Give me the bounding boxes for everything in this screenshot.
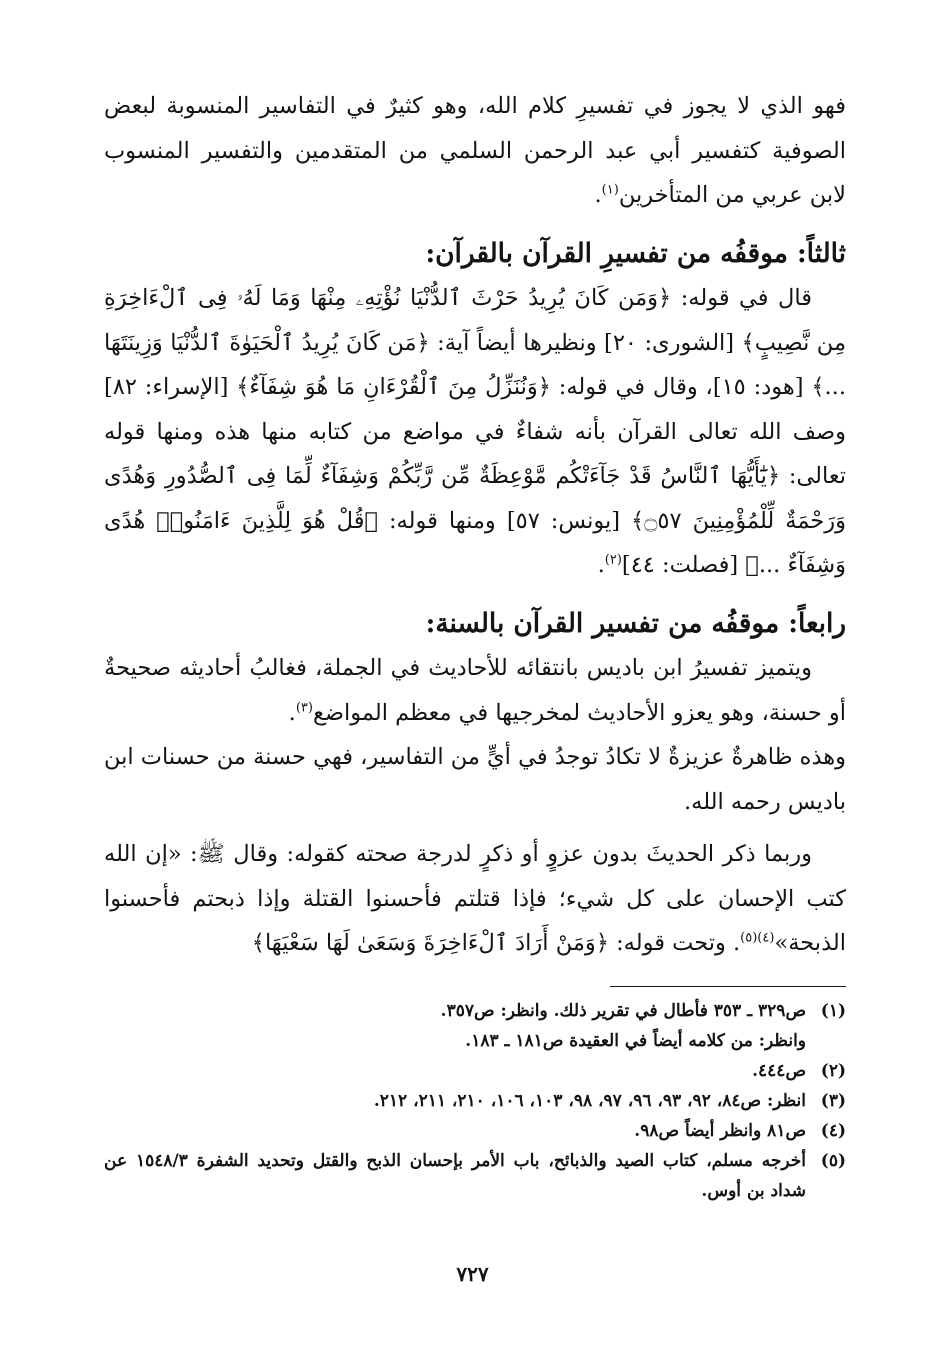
- footnote-1-continuation: وانظر: من كلامه أيضاً في العقيدة ص١٨١ ـ ١٨٣.: [465, 1031, 806, 1051]
- footnote-text: انظر: ص٨٤، ٩٢، ٩٣، ٩٦، ٩٧، ٩٨، ١٠٣، ١٠٦، ٢١٠، ٢١١، ٢١٢.: [373, 1091, 806, 1111]
- period: .: [288, 699, 296, 726]
- section-heading-third: ثالثاً: موقفُه من تفسيرِ القرآن بالقرآن:: [425, 237, 846, 269]
- text-segment: . وتحت قوله:: [608, 930, 741, 956]
- text-segment: [يونس: ٥٧] ومنها قوله:: [377, 507, 632, 534]
- paragraph-sufi-tafsir: [104, 84, 846, 218]
- main-text: [104, 84, 846, 966]
- footnote-number: (٢): [820, 1061, 846, 1081]
- footnote-4: [104, 1116, 846, 1146]
- quran-verse: ﴿قُلْ هُوَ لِلَّذِينَ ءَامَنُوا۟ هُدًى وَشِفَآءٌ ...﴾: [104, 507, 846, 578]
- quran-verse: ﴿مَن كَانَ يُرِيدُ ٱلْحَيَوٰةَ ٱلدُّنْيَا وَزِينَتَهَا ...﴾: [104, 329, 846, 400]
- paragraph-quran-by-quran: [104, 276, 846, 588]
- text-segment: وربما ذكر الحديثَ بدون عزوٍ أو ذكرٍ لدرجة صحته كقوله: وقال ﷺ: «إن الله كتب الإحسان على كل شيء؛ فإذا قتلتم فأحسنوا القتلة وإذا ذبحتم فأحسنوا الذبحة»: [104, 841, 846, 956]
- paragraph-rare-phenomenon: وهذه ظاهرةٌ عزيزةٌ لا تكادُ توجدُ في أيٍّ من التفاسير، فهي حسنة من حسنات ابن باديس رحمه الله.: [104, 744, 846, 815]
- footnote-text: ص٣٢٩ ـ ٣٥٣ فأطال في تقرير ذلك. وانظر: ص٣٥٧.: [440, 1001, 806, 1021]
- footnote-text: ص٤٤٤.: [752, 1061, 806, 1081]
- period: .: [597, 552, 605, 578]
- footnote-ref-4-5: (٤)(٥): [740, 930, 775, 946]
- quran-verse: ﴿وَمَنْ أَرَادَ ٱلْءَاخِرَةَ وَسَعَىٰ لَهَا سَعْيَهَا﴾: [251, 930, 609, 956]
- text-segment: قال في قوله:: [671, 285, 812, 311]
- quran-verse: ﴿وَنُنَزِّلُ مِنَ ٱلْقُرْءَانِ مَا هُوَ شِفَآءٌ﴾: [236, 374, 551, 400]
- text-segment: [فصلت: ٤٤]: [621, 552, 746, 578]
- text-segment: [هود: ١٥]، وقال في قوله:: [550, 374, 812, 400]
- footnote-divider: [610, 986, 846, 987]
- footnote-ref-1: (١): [601, 182, 619, 198]
- footnote-ref-3: (٣): [295, 700, 313, 715]
- footnote-5: [104, 1146, 846, 1206]
- text-segment: [الإسراء: ٨٢] وصف الله تعالى القرآن بأنه شفاءٌ في مواضع من كتابه منها هذه ومنها قوله تعالى:: [104, 374, 846, 489]
- footnote-number: (٤): [820, 1121, 846, 1141]
- footnote-number: (٣): [820, 1091, 846, 1111]
- page-number: ٧٢٧: [456, 1262, 489, 1286]
- quran-verse: ﴿وَمَن كَانَ يُرِيدُ حَرْثَ ٱلدُّنْيَا نُؤْتِهِۦ مِنْهَا وَمَا لَهُۥ فِى ٱلْءَاخِرَةِ مِن نَّصِيبٍ﴾: [104, 285, 846, 356]
- footnote-text: أخرجه مسلم، كتاب الصيد والذبائح، باب الأمر بإحسان الذبح والقتل وتحديد الشفرة ١٥٤٨/٣ عن شداد بن أوس.: [104, 1151, 806, 1201]
- footnotes: [104, 996, 846, 1206]
- paragraph-text: ويتميز تفسيرُ ابن باديس بانتقائه للأحاديث في الجملة، فغالبُ أحاديثه صحيحةٌ أو حسنة، وهو يعزو الأحاديث لمخرجيها في معظم المواضع: [104, 655, 846, 726]
- footnote-text: ص٨١ وانظر أيضاً ص٩٨.: [634, 1121, 806, 1141]
- footnote-1: [104, 996, 846, 1026]
- paragraph-hadith-example: [104, 832, 846, 966]
- footnote-2: [104, 1056, 846, 1086]
- period: .: [594, 182, 602, 208]
- footnote-3: [104, 1086, 846, 1116]
- footnote-ref-2: (٢): [604, 552, 622, 568]
- paragraph-text: فهو الذي لا يجوز في تفسيرِ كلام الله، وهو كثيرٌ في التفاسير المنسوبة لبعض الصوفية كتفسير أبي عبد الرحمن السلمي من المتقدمين والتفسير المنسوب لابن عربي من المتأخرين: [104, 93, 846, 208]
- section-heading-fourth: رابعاً: موقفُه من تفسير القرآن بالسنة:: [425, 607, 846, 639]
- paragraph-quran-by-sunnah: [104, 646, 846, 735]
- quran-verse: ﴿يَٰٓأَيُّهَا ٱلنَّاسُ قَدْ جَآءَتْكُم مَّوْعِظَةٌ مِّن رَّبِّكُمْ وَشِفَآءٌ لِّمَا فِى ٱلصُّدُورِ وَهُدًى وَرَحْمَةٌ لِّلْمُؤْمِنِينَ ۝٥٧﴾: [104, 463, 847, 534]
- footnote-number: (٥): [820, 1151, 846, 1171]
- footnote-number: (١): [820, 1001, 846, 1021]
- text-segment: [الشورى: ٢٠] ونظيرها أيضاً آية:: [429, 329, 742, 356]
